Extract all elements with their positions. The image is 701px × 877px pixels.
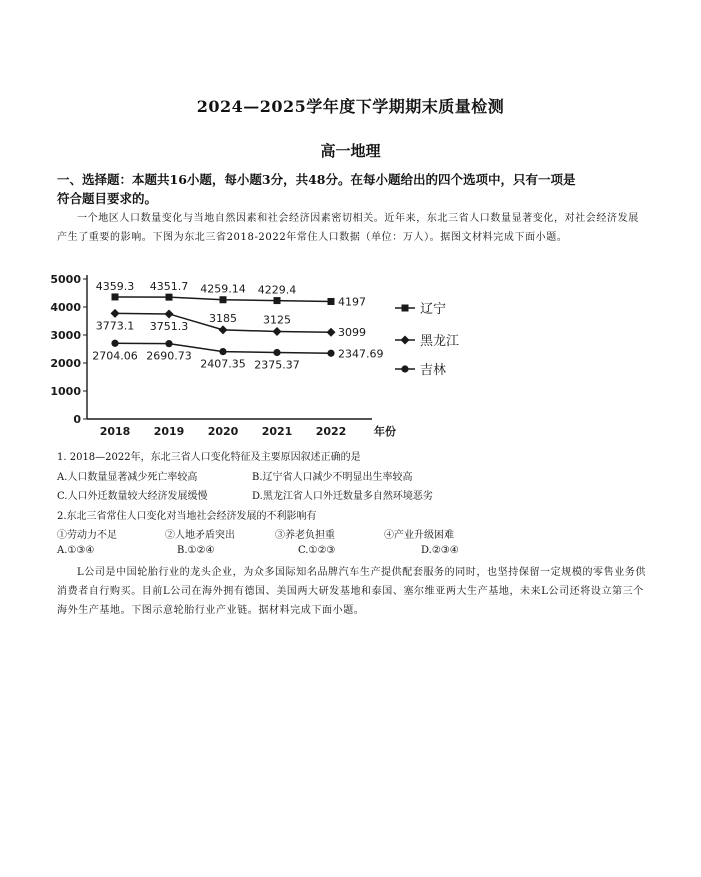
jilin-point [327, 350, 334, 357]
heilongjiang-data-label: 3125 [263, 313, 291, 327]
jilin-data-label: 2690.73 [146, 349, 192, 363]
heilongjiang-point [165, 309, 174, 318]
jilin-point [165, 340, 172, 347]
exam-title: 2024—2025学年度下学期期末质量检测 [196, 97, 505, 116]
passage-2: L公司是中国轮胎行业的龙头企业，为众多国际知名品牌汽车生产提供配套服务的同时，也坚持保留一定规模的零售业务供消费者自行购买。目前L公司在海外拥有德国、美国两大研发基地和泰国、塞尔维亚两大生产基地，未来L公司还将设立第三个海外生产基地。下图示意轮胎行业产业链。据材料完成下面小题。 [57, 567, 647, 616]
liaoning-point [328, 298, 335, 305]
question-1-option-d: D.黑龙江省人口外迁数量多自然环境恶劣 [252, 491, 433, 502]
liaoning-data-label: 4229.4 [257, 283, 297, 297]
passage-1: 一个地区人口数量变化与当地自然因素和社会经济因素密切相关。近年来，东北三省人口数量显著变化，对社会经济发展产生了重要的影响。下图为东北三省2018-2022年常住人口数据（单位：万人）。据图文材料完成下面小题。 [57, 213, 639, 243]
x-tick-label: 2019 [153, 425, 185, 438]
x-axis-label: 年份 [374, 425, 396, 438]
liaoning-data-label: 4259.14 [200, 282, 246, 296]
population-chart [50, 265, 530, 445]
liaoning-legend-label: 辽宁 [420, 302, 447, 317]
liaoning-point [166, 294, 173, 301]
jilin-point [219, 348, 226, 355]
question-2-option-d: D.②③④ [421, 545, 459, 556]
x-tick-label: 2021 [261, 425, 293, 438]
liaoning-point [220, 296, 227, 303]
question-2-option-b: B.①②④ [177, 545, 215, 556]
y-tick-label: 0 [73, 413, 81, 426]
jilin-legend-marker [401, 365, 408, 372]
liaoning-data-label: 4359.3 [95, 279, 135, 293]
question-2-item-4: ④产业升级困难 [384, 530, 454, 541]
heilongjiang-legend-marker [401, 336, 410, 345]
question-2-option-a: A.①③④ [57, 545, 95, 556]
y-tick-label: 4000 [50, 301, 81, 314]
liaoning-legend-marker [402, 305, 409, 312]
heilongjiang-point [111, 309, 120, 318]
jilin-data-label: 2347.69 [338, 347, 384, 361]
x-tick-label: 2020 [207, 425, 239, 438]
jilin-data-label: 2407.35 [200, 357, 246, 371]
question-2-item-3: ③养老负担重 [275, 530, 335, 541]
question-2-item-1: ①劳动力不足 [57, 530, 117, 541]
subject-title: 高一地理 [320, 142, 381, 160]
heilongjiang-data-label: 3185 [209, 311, 237, 325]
heilongjiang-data-label: 3773.1 [95, 319, 135, 333]
question-1-option-a: A.人口数量显著减少死亡率较高 [57, 472, 198, 483]
y-tick-label: 1000 [50, 385, 81, 398]
liaoning-data-label: 4351.7 [149, 280, 189, 294]
question-2-stem: 2.东北三省常住人口变化对当地社会经济发展的不利影响有 [57, 511, 317, 522]
y-tick-label: 5000 [50, 273, 81, 286]
question-1-option-c: C.人口外迁数量较大经济发展缓慢 [57, 491, 208, 502]
x-tick-label: 2018 [99, 425, 131, 438]
jilin-data-label: 2704.06 [92, 349, 138, 363]
jilin-point [273, 349, 280, 356]
question-2-item-2: ②人地矛盾突出 [165, 530, 235, 541]
jilin-legend-label: 吉林 [420, 363, 447, 378]
heilongjiang-data-label: 3751.3 [149, 319, 189, 333]
liaoning-point [112, 293, 119, 300]
liaoning-data-label: 4197 [338, 295, 366, 309]
liaoning-point [274, 297, 281, 304]
question-1-stem: 1. 2018—2022年，东北三省人口变化特征及主要原因叙述正确的是 [57, 452, 361, 463]
heilongjiang-point [273, 327, 282, 336]
section-heading: 一、选择题：本题共16小题，每小题3分，共48分。在每小题给出的四个选项中，只有一项是符合题目要求的。 [57, 172, 576, 206]
y-tick-label: 2000 [50, 357, 81, 370]
heilongjiang-legend-label: 黑龙江 [420, 334, 460, 349]
x-tick-label: 2022 [315, 425, 347, 438]
heilongjiang-data-label: 3099 [338, 326, 366, 340]
jilin-data-label: 2375.37 [254, 358, 300, 372]
jilin-point [111, 340, 118, 347]
question-1-option-b: B.辽宁省人口减少不明显出生率较高 [252, 472, 413, 483]
y-tick-label: 3000 [50, 329, 81, 342]
question-2-option-c: C.①②③ [298, 545, 336, 556]
heilongjiang-point [219, 325, 228, 334]
heilongjiang-point [327, 328, 336, 337]
